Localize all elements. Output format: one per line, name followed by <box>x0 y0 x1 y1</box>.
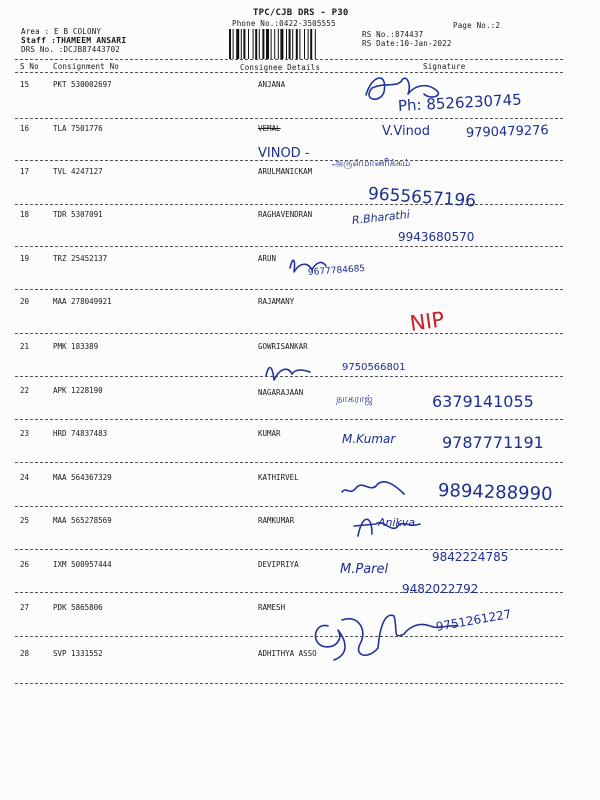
handwritten-phone: 9787771191 <box>442 433 544 452</box>
consignment-number: MAA 564367329 <box>53 473 112 482</box>
table-row <box>0 516 600 560</box>
consignment-number: PMK 183389 <box>53 342 99 351</box>
serial-number: 27 <box>20 603 30 612</box>
serial-number: 16 <box>20 124 30 133</box>
barcode-bar <box>292 29 293 59</box>
handwritten-phone: 9751261227 <box>434 606 513 634</box>
handwritten-phone: 9894288990 <box>437 480 553 505</box>
consignment-number: TVL 4247127 <box>53 167 103 176</box>
area-label: Area : E B COLONY <box>21 27 102 36</box>
serial-number: 20 <box>20 297 30 306</box>
serial-number: 28 <box>20 649 30 658</box>
handwritten-tamil-name: அருள்மாணிக்கம் <box>332 158 411 169</box>
divider <box>15 333 563 334</box>
consignee-name: RAMESH <box>258 603 286 612</box>
consignment-number: TRZ 25452137 <box>53 254 108 263</box>
barcode-bar <box>271 29 272 59</box>
handwritten-tamil-name: நாகராஜ் <box>336 394 373 405</box>
handwritten-phone: 9677784685 <box>307 264 366 278</box>
table-row <box>0 560 600 604</box>
divider <box>15 246 563 247</box>
divider <box>15 592 563 593</box>
consignment-number: TDR 5307091 <box>53 210 103 219</box>
consignee-name: KATHIRVEL <box>258 473 299 482</box>
consignment-number: TLA 7501776 <box>53 124 103 133</box>
staff-label: Staff :THAMEEM ANSARI <box>21 36 127 45</box>
barcode-bar <box>233 29 234 59</box>
serial-number: 19 <box>20 254 30 263</box>
consignee-name: ADHITHYA ASSO <box>258 649 317 658</box>
divider <box>15 636 563 637</box>
divider <box>15 462 563 463</box>
barcode-bar <box>243 29 245 59</box>
serial-number: 26 <box>20 560 30 569</box>
serial-number: 15 <box>20 80 30 89</box>
divider <box>15 289 563 290</box>
divider <box>15 118 563 119</box>
handwritten-phone: 9750566801 <box>342 362 406 373</box>
handwritten-phone: 9482022792 <box>402 582 479 596</box>
divider <box>15 59 563 60</box>
serial-number: 22 <box>20 386 30 395</box>
barcode-bar <box>274 29 275 59</box>
table-row <box>0 342 600 386</box>
serial-number: 17 <box>20 167 30 176</box>
divider <box>15 683 563 684</box>
divider <box>15 72 563 73</box>
barcode-bar <box>286 29 287 59</box>
consignment-number: PDK 5865806 <box>53 603 103 612</box>
barcode-bar <box>278 29 279 59</box>
barcode-bar <box>236 29 239 59</box>
divider <box>15 376 563 377</box>
table-row <box>0 254 600 298</box>
divider <box>15 419 563 420</box>
consignee-name: VEMAL <box>258 124 281 133</box>
barcode-bar <box>259 29 260 59</box>
consignment-number: SVP 1331552 <box>53 649 103 658</box>
handwritten-phone: Ph: 8526230745 <box>397 90 523 115</box>
page-number: Page No.:2 <box>453 21 501 30</box>
barcode-bar <box>253 29 254 59</box>
consignee-name: DEVIPRIYA <box>258 560 299 569</box>
consignee-name: NAGARAJAAN <box>258 388 304 397</box>
barcode-bar <box>304 29 305 59</box>
consignee-name: RAGHAVENDRAN <box>258 210 313 219</box>
barcode-bar <box>289 29 291 59</box>
divider <box>15 506 563 507</box>
handwritten-phone: 9943680570 <box>398 230 475 244</box>
handwritten-signature: M.Parel <box>340 562 389 577</box>
serial-number: 24 <box>20 473 30 482</box>
handwritten-signature: M.Kumar <box>342 432 396 446</box>
rs-number: RS No.:874437 <box>362 30 424 39</box>
barcode-bar <box>315 29 316 59</box>
serial-number: 18 <box>20 210 30 219</box>
barcode-bar <box>299 29 300 59</box>
consignee-name: ARUN <box>258 254 277 263</box>
handwritten-signature: R.Bharathi <box>351 207 411 227</box>
table-row <box>0 649 600 693</box>
handwritten-correction: VINOD - <box>258 146 310 161</box>
col-consignment: Consignment No <box>53 62 120 71</box>
consignee-name: RAJAMANY <box>258 297 295 306</box>
barcode-bar <box>266 29 269 59</box>
barcode-bar <box>280 29 283 59</box>
consignee-name: ARULMANICKAM <box>258 167 313 176</box>
not-in-premises-note: NIP <box>408 307 446 336</box>
sheet-title: TPC/CJB DRS - P30 <box>253 8 349 18</box>
handwritten-name: V.Vinod <box>382 124 431 139</box>
serial-number: 23 <box>20 429 30 438</box>
col-sno: S No <box>20 62 39 71</box>
consignment-number: PKT 530002697 <box>53 80 112 89</box>
barcode-bar <box>241 29 242 59</box>
consignee-name: KUMAR <box>258 429 281 438</box>
divider <box>15 204 563 205</box>
consignment-number: HRD 74837483 <box>53 429 108 438</box>
barcode-bar <box>308 29 309 59</box>
barcode-icon <box>228 29 356 59</box>
consignee-name: ANJANA <box>258 80 286 89</box>
table-row <box>0 207 600 254</box>
barcode-bar <box>255 29 257 59</box>
barcode-bar <box>262 29 264 59</box>
col-details: Consignee Details <box>240 63 321 72</box>
consignment-number: IXM 500957444 <box>53 560 112 569</box>
handwritten-phone: 9790479276 <box>465 123 549 141</box>
handwritten-signature: Anikva <box>378 516 416 529</box>
handwritten-phone: 9655657196 <box>367 184 477 212</box>
handwritten-phone: 6379141055 <box>432 392 534 411</box>
consignment-number: APK 1228190 <box>53 386 103 395</box>
table-row <box>0 297 600 341</box>
col-signature: Signature <box>423 62 466 71</box>
barcode-bar <box>229 29 231 59</box>
handwritten-phone: 9842224785 <box>432 550 509 564</box>
serial-number: 25 <box>20 516 30 525</box>
rs-date: RS Date:10-Jan-2022 <box>362 39 452 48</box>
consignment-number: MAA 278049921 <box>53 297 112 306</box>
drs-number: DRS No. :DCJB87443702 <box>21 45 121 54</box>
phone-number: Phone No.:0422-3505555 <box>232 19 336 28</box>
barcode-bar <box>310 29 312 59</box>
consignment-number: MAA 565278569 <box>53 516 112 525</box>
serial-number: 21 <box>20 342 30 351</box>
barcode-bar <box>248 29 249 59</box>
barcode-bar <box>296 29 298 59</box>
consignee-name: RAMKUMAR <box>258 516 295 525</box>
consignee-name: GOWRISANKAR <box>258 342 308 351</box>
